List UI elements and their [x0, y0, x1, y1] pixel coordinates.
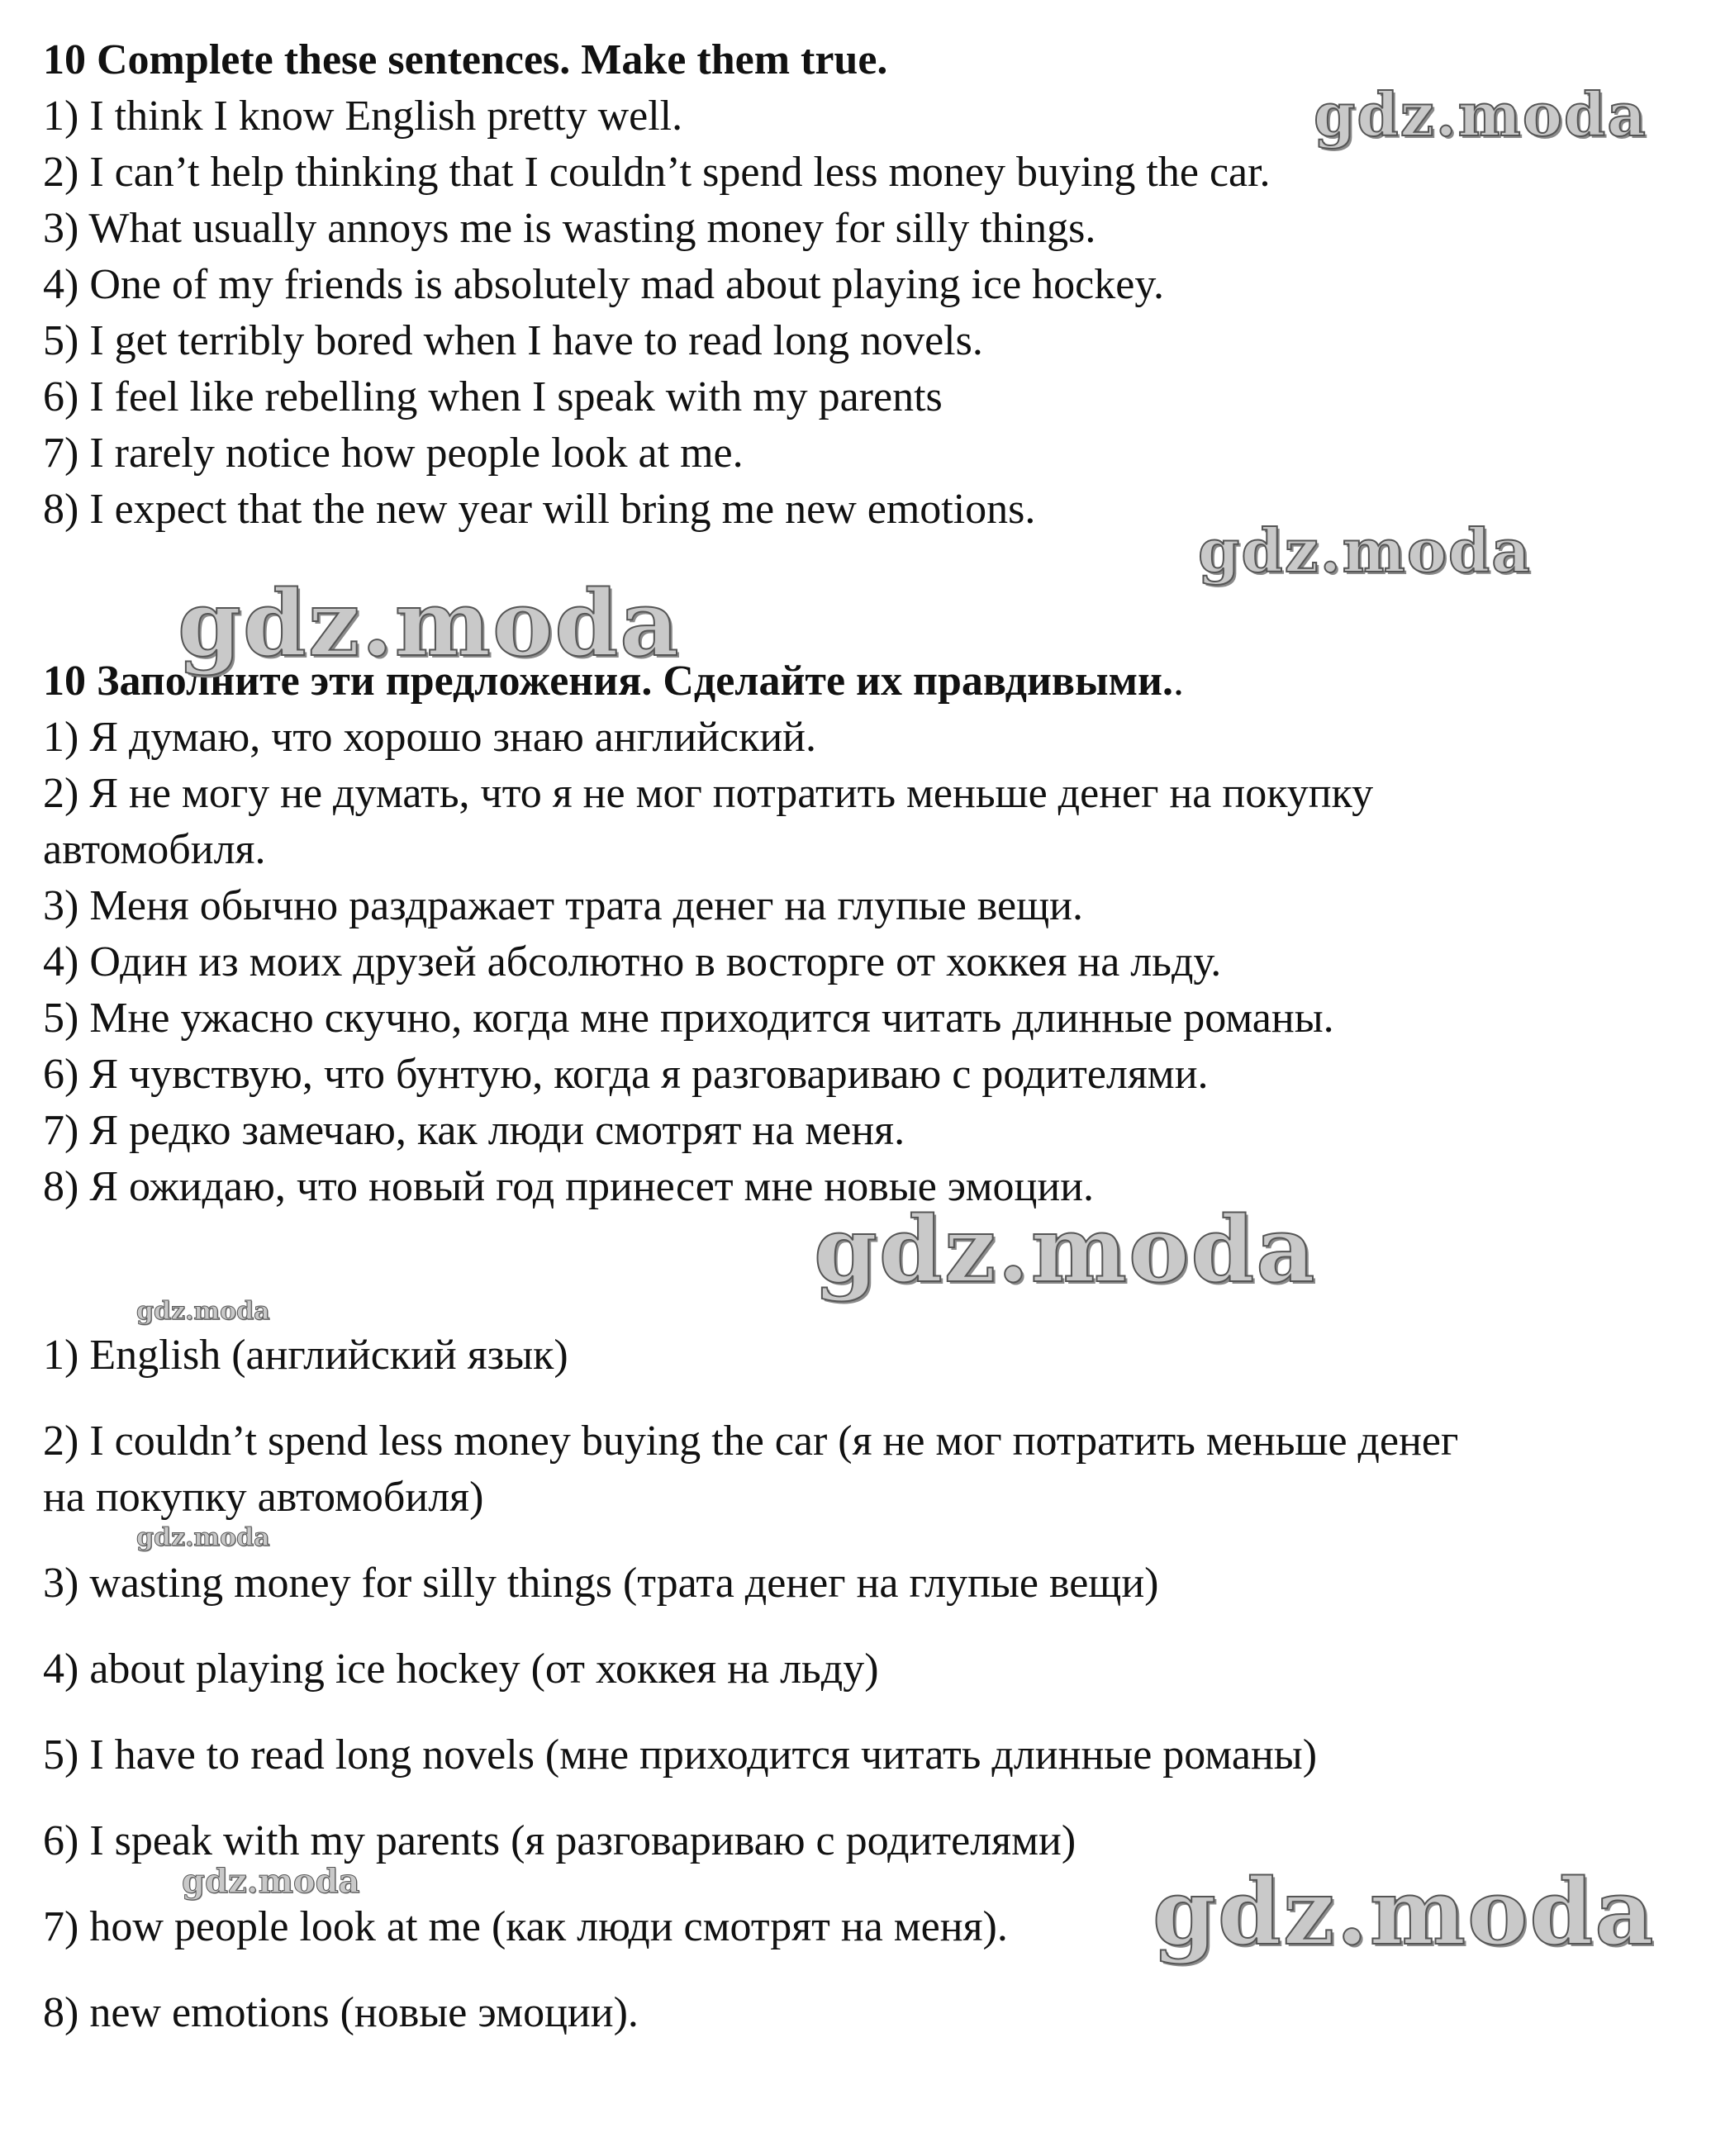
answer-line: 4) about playing ice hockey (от хоккея на льду)	[43, 1645, 879, 1693]
task-line-ru: 4) Один из моих друзей абсолютно в восторге от хоккея на льду.	[43, 938, 1222, 985]
task-line-en: 8) I expect that the new year will bring me new emotions.	[43, 486, 1036, 533]
answer-line: 1) English (английский язык)	[43, 1332, 568, 1379]
answer-line: 3) wasting money for silly things (трата денег на глупые вещи)	[43, 1560, 1159, 1607]
task-heading-ru-trail: .	[1173, 658, 1184, 705]
task-line-en: 3) What usually annoys me is wasting money for silly things.	[43, 205, 1096, 252]
watermark: gdz.moda	[182, 1862, 360, 1901]
task-heading-en: 10 Complete these sentences. Make them true.	[43, 36, 888, 83]
task-line-ru: 7) Я редко замечаю, как люди смотрят на меня.	[43, 1107, 905, 1154]
answer-line: 8) new emotions (новые эмоции).	[43, 1989, 639, 2036]
task-line-en: 7) I rarely notice how people look at me.	[43, 430, 744, 477]
answer-line: 6) I speak with my parents (я разговариваю с родителями)	[43, 1817, 1076, 1864]
answer-line: 7) how people look at me (как люди смотрят на меня).	[43, 1903, 1008, 1950]
answer-line: 5) I have to read long novels (мне приходится читать длинные романы)	[43, 1731, 1318, 1778]
answer-line: 2) I couldn’t spend less money buying the car (я не мог потратить меньше денег	[43, 1418, 1459, 1465]
task-line-ru: 8) Я ожидаю, что новый год принесет мне новые эмоции.	[43, 1163, 1095, 1210]
answer-line: на покупку автомобиля)	[43, 1474, 484, 1521]
watermark: gdz.moda	[1314, 79, 1647, 150]
task-line-en: 4) One of my friends is absolutely mad about playing ice hockey.	[43, 261, 1164, 308]
watermark: gdz.moda	[178, 570, 681, 677]
task-heading-ru-text: 10 Заполните эти предложения. Сделайте их правдивыми.	[43, 658, 1173, 705]
task-line-en: 1) I think I know English pretty well.	[43, 93, 683, 140]
task-line-en: 6) I feel like rebelling when I speak with my parents	[43, 373, 943, 420]
task-line-ru: 6) Я чувствую, что бунтую, когда я разговариваю с родителями.	[43, 1051, 1209, 1098]
task-line-ru: 1) Я думаю, что хорошо знаю английский.	[43, 714, 816, 761]
task-line-ru: 2) Я не могу не думать, что я не мог потратить меньше денег на покупку	[43, 770, 1374, 817]
watermark: gdz.moda	[1198, 515, 1532, 586]
task-line-ru: 3) Меня обычно раздражает трата денег на глупые вещи.	[43, 882, 1083, 929]
watermark: gdz.moda	[136, 1523, 270, 1552]
watermark: gdz.moda	[1153, 1859, 1656, 1965]
task-line-en: 5) I get terribly bored when I have to read long novels.	[43, 317, 983, 364]
watermark: gdz.moda	[814, 1196, 1317, 1303]
watermark: gdz.moda	[136, 1297, 270, 1326]
task-line-en: 2) I can’t help thinking that I couldn’t spend less money buying the car.	[43, 149, 1271, 196]
task-line-ru: 5) Мне ужасно скучно, когда мне приходится читать длинные романы.	[43, 995, 1334, 1042]
task-line-ru: автомобиля.	[43, 826, 266, 873]
